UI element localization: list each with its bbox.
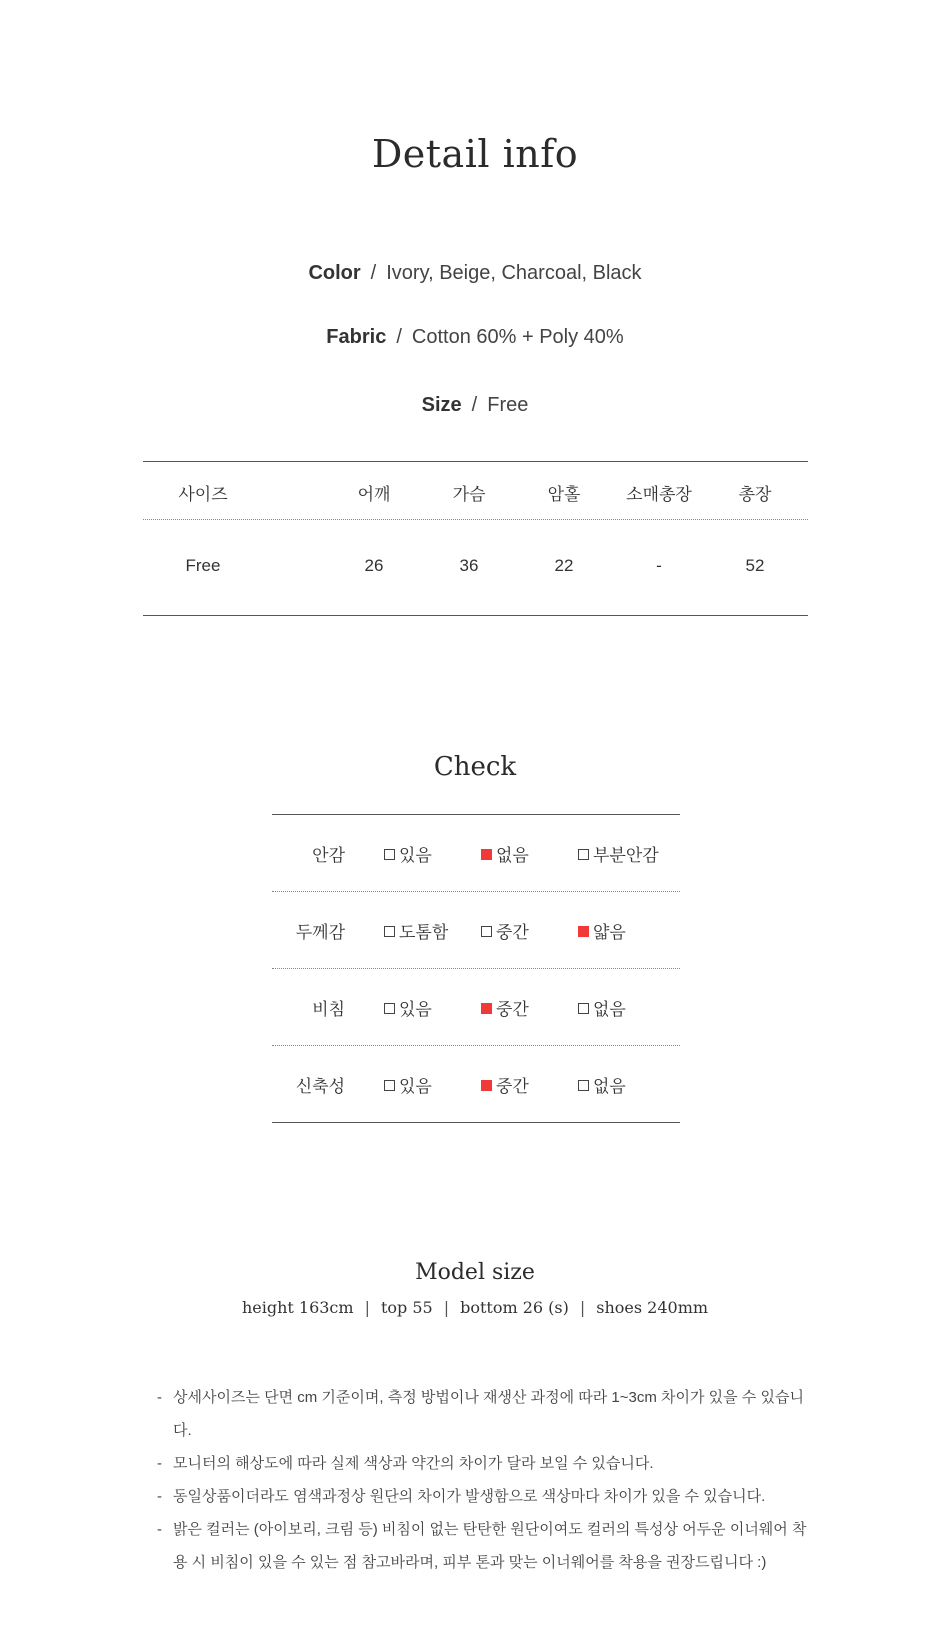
- checkbox-checked-icon: [481, 849, 492, 860]
- check-label: 비침: [312, 1000, 345, 1019]
- check-option: [384, 1072, 432, 1097]
- option-label: 중간: [496, 1000, 529, 1019]
- note-dash: -: [157, 1389, 162, 1406]
- check-option: [578, 841, 659, 866]
- list-item: [157, 1381, 817, 1447]
- note-text: 동일상품이더라도 염색과정상 원단의 차이가 발생함으로 색상마다 차이가 있을 수 있습니다.: [173, 1488, 766, 1505]
- table-cell: Free: [185, 556, 221, 575]
- fabric-label: Fabric: [326, 326, 387, 348]
- note-text: 밝은 컬러는 (아이보리, 크림 등) 비침이 없는 탄탄한 원단이여도 컬러의 특성상 어두운 이너웨어 착용 시 비침이 있을 수 있는 점 참고바라며, 피부 톤과 맞는 이너웨어를 착용을 권장드립니다 :): [173, 1521, 807, 1571]
- check-option: [384, 841, 432, 866]
- check-option: [481, 1072, 529, 1097]
- option-label: 중간: [496, 1077, 529, 1096]
- size-label: Size: [421, 394, 462, 416]
- size-table-header: [143, 461, 808, 520]
- table-row: [143, 520, 808, 616]
- size-separator: /: [471, 394, 478, 416]
- size-info: [0, 394, 950, 417]
- checkbox-checked-icon: [481, 1003, 492, 1014]
- check-row-sheerness: [272, 969, 680, 1046]
- option-label: 없음: [496, 846, 529, 865]
- header-cell: 어깨: [357, 485, 391, 504]
- color-label: Color: [308, 262, 361, 284]
- fabric-separator: /: [396, 326, 402, 348]
- table-cell: 36: [459, 556, 479, 575]
- option-label: 중간: [496, 923, 529, 942]
- checkbox-icon: [578, 849, 589, 860]
- checkbox-checked-icon: [481, 1080, 492, 1091]
- list-item: [157, 1447, 817, 1480]
- option-label: 없음: [593, 1077, 626, 1096]
- list-item: [157, 1480, 817, 1513]
- check-option: [578, 918, 626, 943]
- check-option: [481, 995, 529, 1020]
- checkbox-icon: [481, 926, 492, 937]
- table-cell: 52: [745, 556, 765, 575]
- check-label: 두께감: [295, 923, 345, 942]
- model-separator: |: [579, 1298, 586, 1317]
- option-label: 없음: [593, 1000, 626, 1019]
- table-cell: 26: [364, 556, 384, 575]
- check-option: [481, 841, 529, 866]
- checkbox-checked-icon: [578, 926, 589, 937]
- color-info: [0, 262, 950, 285]
- note-dash: -: [157, 1488, 162, 1505]
- color-separator: /: [370, 262, 377, 284]
- check-label: 신축성: [295, 1077, 345, 1096]
- color-value: Ivory, Beige, Charcoal, Black: [386, 262, 642, 284]
- size-value: Free: [487, 394, 529, 416]
- note-dash: -: [157, 1521, 162, 1538]
- model-bottom: bottom 26 (s): [460, 1298, 569, 1317]
- model-shoes: shoes 240mm: [596, 1298, 709, 1317]
- header-cell: 사이즈: [178, 485, 228, 504]
- option-label: 있음: [399, 1077, 432, 1096]
- check-option: [384, 918, 448, 943]
- fabric-value: Cotton 60% + Poly 40%: [411, 326, 624, 348]
- check-option: [578, 995, 626, 1020]
- header-cell: 총장: [738, 485, 772, 504]
- checkbox-icon: [384, 1003, 395, 1014]
- note-text: 상세사이즈는 단면 cm 기준이며, 측정 방법이나 재생산 과정에 따라 1~3cm 차이가 있을 수 있습니다.: [173, 1389, 804, 1439]
- model-height: height 163cm: [241, 1298, 354, 1317]
- model-top: top 55: [380, 1298, 433, 1317]
- checkbox-icon: [384, 849, 395, 860]
- list-item: [157, 1513, 817, 1579]
- option-label: 있음: [399, 1000, 432, 1019]
- fabric-info: [0, 326, 950, 349]
- check-row-lining: [272, 815, 680, 892]
- checkbox-icon: [384, 926, 395, 937]
- check-row-stretch: [272, 1046, 680, 1122]
- model-size-info: [0, 1298, 950, 1317]
- check-row-thickness: [272, 892, 680, 969]
- table-cell: -: [656, 556, 662, 575]
- check-option: [481, 918, 529, 943]
- check-option: [384, 995, 432, 1020]
- option-label: 있음: [399, 846, 432, 865]
- size-table: [143, 461, 808, 616]
- header-cell: 소매총장: [626, 485, 692, 504]
- option-label: 부분안감: [593, 846, 659, 865]
- option-label: 도톰함: [399, 923, 449, 942]
- model-size-title: Model size: [415, 1260, 535, 1285]
- table-cell: 22: [554, 556, 574, 575]
- header-cell: 암홀: [547, 485, 581, 504]
- header-cell: 가슴: [452, 485, 486, 504]
- check-label: 안감: [312, 846, 345, 865]
- note-dash: -: [157, 1455, 162, 1472]
- page-title: Detail info: [371, 132, 579, 176]
- option-label: 얇음: [593, 923, 626, 942]
- note-text: 모니터의 해상도에 따라 실제 색상과 약간의 차이가 달라 보일 수 있습니다.: [173, 1455, 654, 1472]
- model-separator: |: [364, 1298, 370, 1317]
- checkbox-icon: [578, 1003, 589, 1014]
- check-title: Check: [433, 752, 517, 782]
- checkbox-icon: [384, 1080, 395, 1091]
- check-option: [578, 1072, 626, 1097]
- model-separator: |: [443, 1298, 450, 1317]
- notes-list: [157, 1381, 817, 1579]
- check-table: [272, 814, 680, 1123]
- checkbox-icon: [578, 1080, 589, 1091]
